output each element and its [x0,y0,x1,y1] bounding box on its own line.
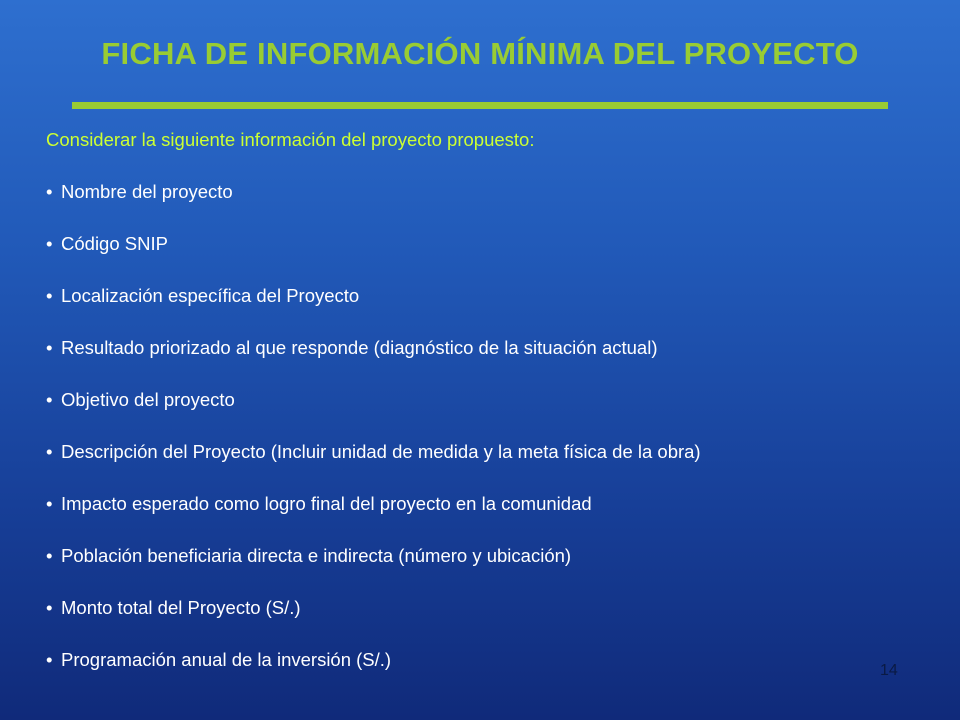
list-item [46,647,701,699]
bullet-icon: • [46,285,53,306]
list-item [46,283,701,335]
bullet-icon: • [46,389,53,410]
list-item [46,231,701,283]
bullet-icon: • [46,441,53,462]
bullet-icon: • [46,545,53,566]
bullet-icon: • [46,649,53,670]
list-item [46,387,701,439]
bullet-icon: • [46,233,53,254]
list-item [46,179,701,231]
bullet-icon: • [46,181,53,202]
list-item-text: Resultado priorizado al que responde (diagnóstico de la situación actual) [61,337,658,358]
list-item [46,335,701,387]
list-item [46,543,701,595]
bullet-icon: • [46,493,53,514]
list-item-text: Localización específica del Proyecto [61,285,360,306]
list-item [46,491,701,543]
bullet-list [46,179,701,699]
page-number: 14 [880,662,898,679]
bullet-icon: • [46,337,53,358]
intro-text: Considerar la siguiente información del proyecto propuesto: [46,129,535,150]
list-item-text: Código SNIP [61,233,168,254]
list-item-text: Nombre del proyecto [61,181,233,202]
list-item-text: Descripción del Proyecto (Incluir unidad de medida y la meta física de la obra) [61,441,701,462]
list-item-text: Monto total del Proyecto (S/.) [61,597,301,618]
list-item [46,595,701,647]
list-item-text: Programación anual de la inversión (S/.) [61,649,392,670]
bullet-icon: • [46,597,53,618]
list-item [46,439,701,491]
list-item-text: Impacto esperado como logro final del proyecto en la comunidad [61,493,592,514]
slide-title: FICHA DE INFORMACIÓN MÍNIMA DEL PROYECTO [101,36,859,71]
title-underline [72,102,888,109]
list-item-text: Objetivo del proyecto [61,389,235,410]
list-item-text: Población beneficiaria directa e indirecta (número y ubicación) [61,545,572,566]
